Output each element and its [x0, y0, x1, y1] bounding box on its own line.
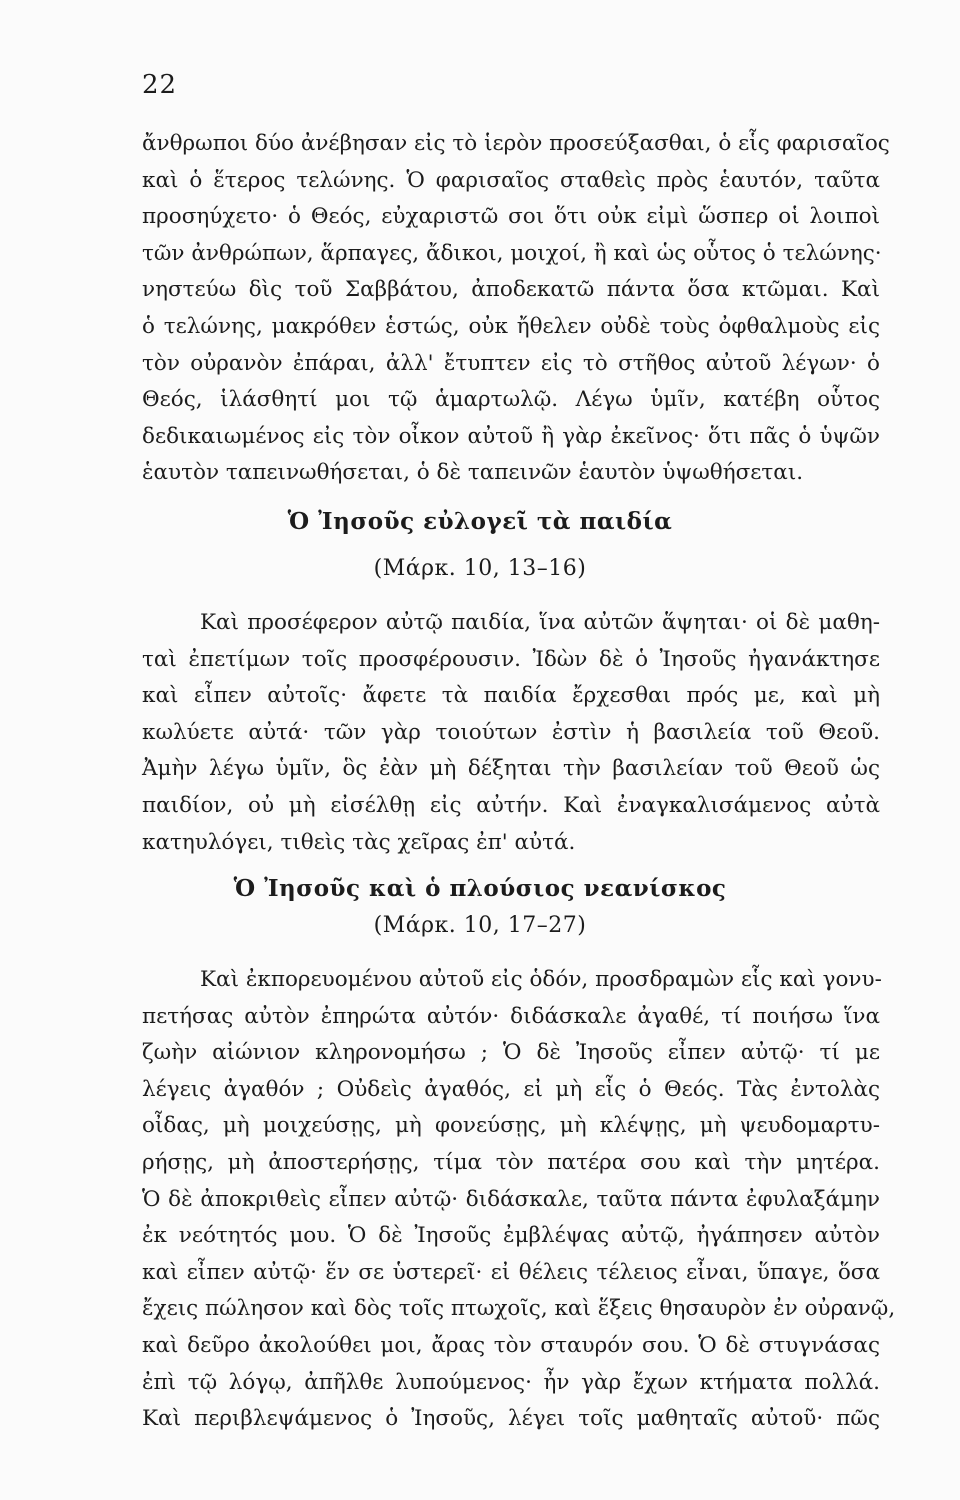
text-line: καὶ εἶπεν αὐτῷ· ἕν σε ὑστερεῖ· εἰ θέλεις τέλειος εἶναι, ὕπαγε, ὅσα: [142, 1259, 880, 1285]
text-line: ἄνθρωποι δύο ἀνέβησαν εἰς τὸ ἱερὸν προσεύξασθαι, ὁ εἷς φαρισαῖος: [142, 131, 890, 156]
text-line: καὶ εἶπεν αὐτοῖς· ἄφετε τὰ παιδία ἔρχεσθαι πρός με, καὶ μὴ: [142, 683, 880, 709]
text-line: Ἀμὴν λέγω ὑμῖν, ὃς ἐὰν μὴ δέξηται τὴν βασιλείαν τοῦ Θεοῦ ὡς: [142, 756, 880, 782]
text-line: δεδικαιωμένος εἰς τὸν οἶκον αὐτοῦ ἢ γὰρ ἐκεῖνος· ὅτι πᾶς ὁ ὑψῶν: [142, 423, 880, 449]
text-line: κωλύετε αὐτά· τῶν γὰρ τοιούτων ἐστὶν ἡ βασιλεία τοῦ Θεοῦ.: [142, 719, 880, 745]
text-line: καὶ ὁ ἕτερος τελώνης. Ὁ φαρισαῖος σταθεὶς πρὸς ἑαυτόν, ταῦτα: [142, 167, 880, 193]
text-line: λέγεις ἀγαθόν ; Οὐδεὶς ἀγαθός, εἰ μὴ εἷς ὁ Θεός. Τὰς ἐντολὰς: [142, 1076, 880, 1102]
text-line: Θεός, ἱλάσθητί μοι τῷ ἁμαρτωλῷ. Λέγω ὑμῖν, κατέβη οὗτος: [142, 387, 880, 413]
section-heading: Ὁ Ἰησοῦς καὶ ὁ πλούσιος νεανίσκος: [233, 875, 727, 902]
text-line: Καὶ ἐκπορευομένου αὐτοῦ εἰς ὁδόν, προσδραμὼν εἷς καὶ γονυ-: [200, 967, 882, 992]
text-line: πετήσας αὐτὸν ἐπηρώτα αὐτόν· διδάσκαλε ἀγαθέ, τί ποιήσω ἵνα: [142, 1003, 880, 1029]
section-heading: Ὁ Ἰησοῦς εὐλογεῖ τὰ παιδία: [287, 508, 673, 535]
text-line: τὸν οὐρανὸν ἐπάραι, ἀλλ' ἔτυπτεν εἰς τὸ στῆθος αὐτοῦ λέγων· ὁ: [142, 350, 880, 376]
text-line: Ὁ δὲ ἀποκριθεὶς εἶπεν αὐτῷ· διδάσκαλε, ταῦτα πάντα ἐφυλαξάμην: [142, 1186, 880, 1212]
page-number: 22: [142, 70, 178, 100]
text-line: κατηυλόγει, τιθεὶς τὰς χεῖρας ἐπ' αὐτά.: [142, 829, 576, 855]
text-line: ἑαυτὸν ταπεινωθήσεται, ὁ δὲ ταπεινῶν ἑαυτὸν ὑψωθήσεται.: [142, 460, 804, 486]
text-line: ἐπὶ τῷ λόγῳ, ἀπῆλθε λυπούμενος· ἦν γὰρ ἔχων κτήματα πολλά.: [142, 1369, 880, 1395]
scripture-reference: (Μάρκ. 10, 17–27): [373, 913, 587, 938]
text-line: τῶν ἀνθρώπων, ἅρπαγες, ἄδικοι, μοιχοί, ἢ καὶ ὡς οὗτος ὁ τελώνης·: [142, 240, 882, 266]
scripture-reference: (Μάρκ. 10, 13–16): [373, 556, 587, 581]
text-line: ταὶ ἐπετίμων τοῖς προσφέρουσιν. Ἰδὼν δὲ ὁ Ἰησοῦς ἠγανάκτησε: [142, 646, 880, 672]
text-line: Καὶ προσέφερον αὐτῷ παιδία, ἵνα αὐτῶν ἅψηται· οἱ δὲ μαθη-: [200, 610, 880, 635]
text-line: προσηύχετο· ὁ Θεός, εὐχαριστῶ σοι ὅτι οὐκ εἰμὶ ὥσπερ οἱ λοιποὶ: [142, 204, 880, 230]
text-line: νηστεύω δὶς τοῦ Σαββάτου, ἀποδεκατῶ πάντα ὅσα κτῶμαι. Καὶ: [142, 277, 880, 303]
text-line: οἶδας, μὴ μοιχεύσῃς, μὴ φονεύσῃς, μὴ κλέψῃς, μὴ ψευδομαρτυ-: [142, 1113, 880, 1139]
text-line: ζωὴν αἰώνιον κληρονομήσω ; Ὁ δὲ Ἰησοῦς εἶπεν αὐτῷ· τί με: [142, 1040, 880, 1066]
text-line: καὶ δεῦρο ἀκολούθει μοι, ἄρας τὸν σταυρόν σου. Ὁ δὲ στυγνάσας: [142, 1332, 880, 1358]
text-line: ἔχεις πώλησον καὶ δὸς τοῖς πτωχοῖς, καὶ ἕξεις θησαυρὸν ἐν οὐρανῷ,: [142, 1296, 896, 1322]
text-line: ἐκ νεότητός μου. Ὁ δὲ Ἰησοῦς ἐμβλέψας αὐτῷ, ἠγάπησεν αὐτὸν: [142, 1223, 880, 1249]
intro-paragraph: [142, 126, 890, 492]
text-line: ρήσῃς, μὴ ἀποστερήσῃς, τίμα τὸν πατέρα σου καὶ τὴν μητέρα.: [142, 1149, 880, 1175]
text-line: παιδίον, οὐ μὴ εἰσέλθῃ εἰς αὐτήν. Καὶ ἐναγκαλισάμενος αὐτὰ: [142, 792, 880, 818]
section-paragraph: [142, 962, 896, 1438]
text-line: ὁ τελώνης, μακρόθεν ἑστώς, οὐκ ἤθελεν οὐδὲ τοὺς ὀφθαλμοὺς εἰς: [142, 313, 880, 339]
text-line: Καὶ περιβλεψάμενος ὁ Ἰησοῦς, λέγει τοῖς μαθηταῖς αὐτοῦ· πῶς: [142, 1406, 880, 1432]
section-paragraph: [142, 605, 880, 861]
